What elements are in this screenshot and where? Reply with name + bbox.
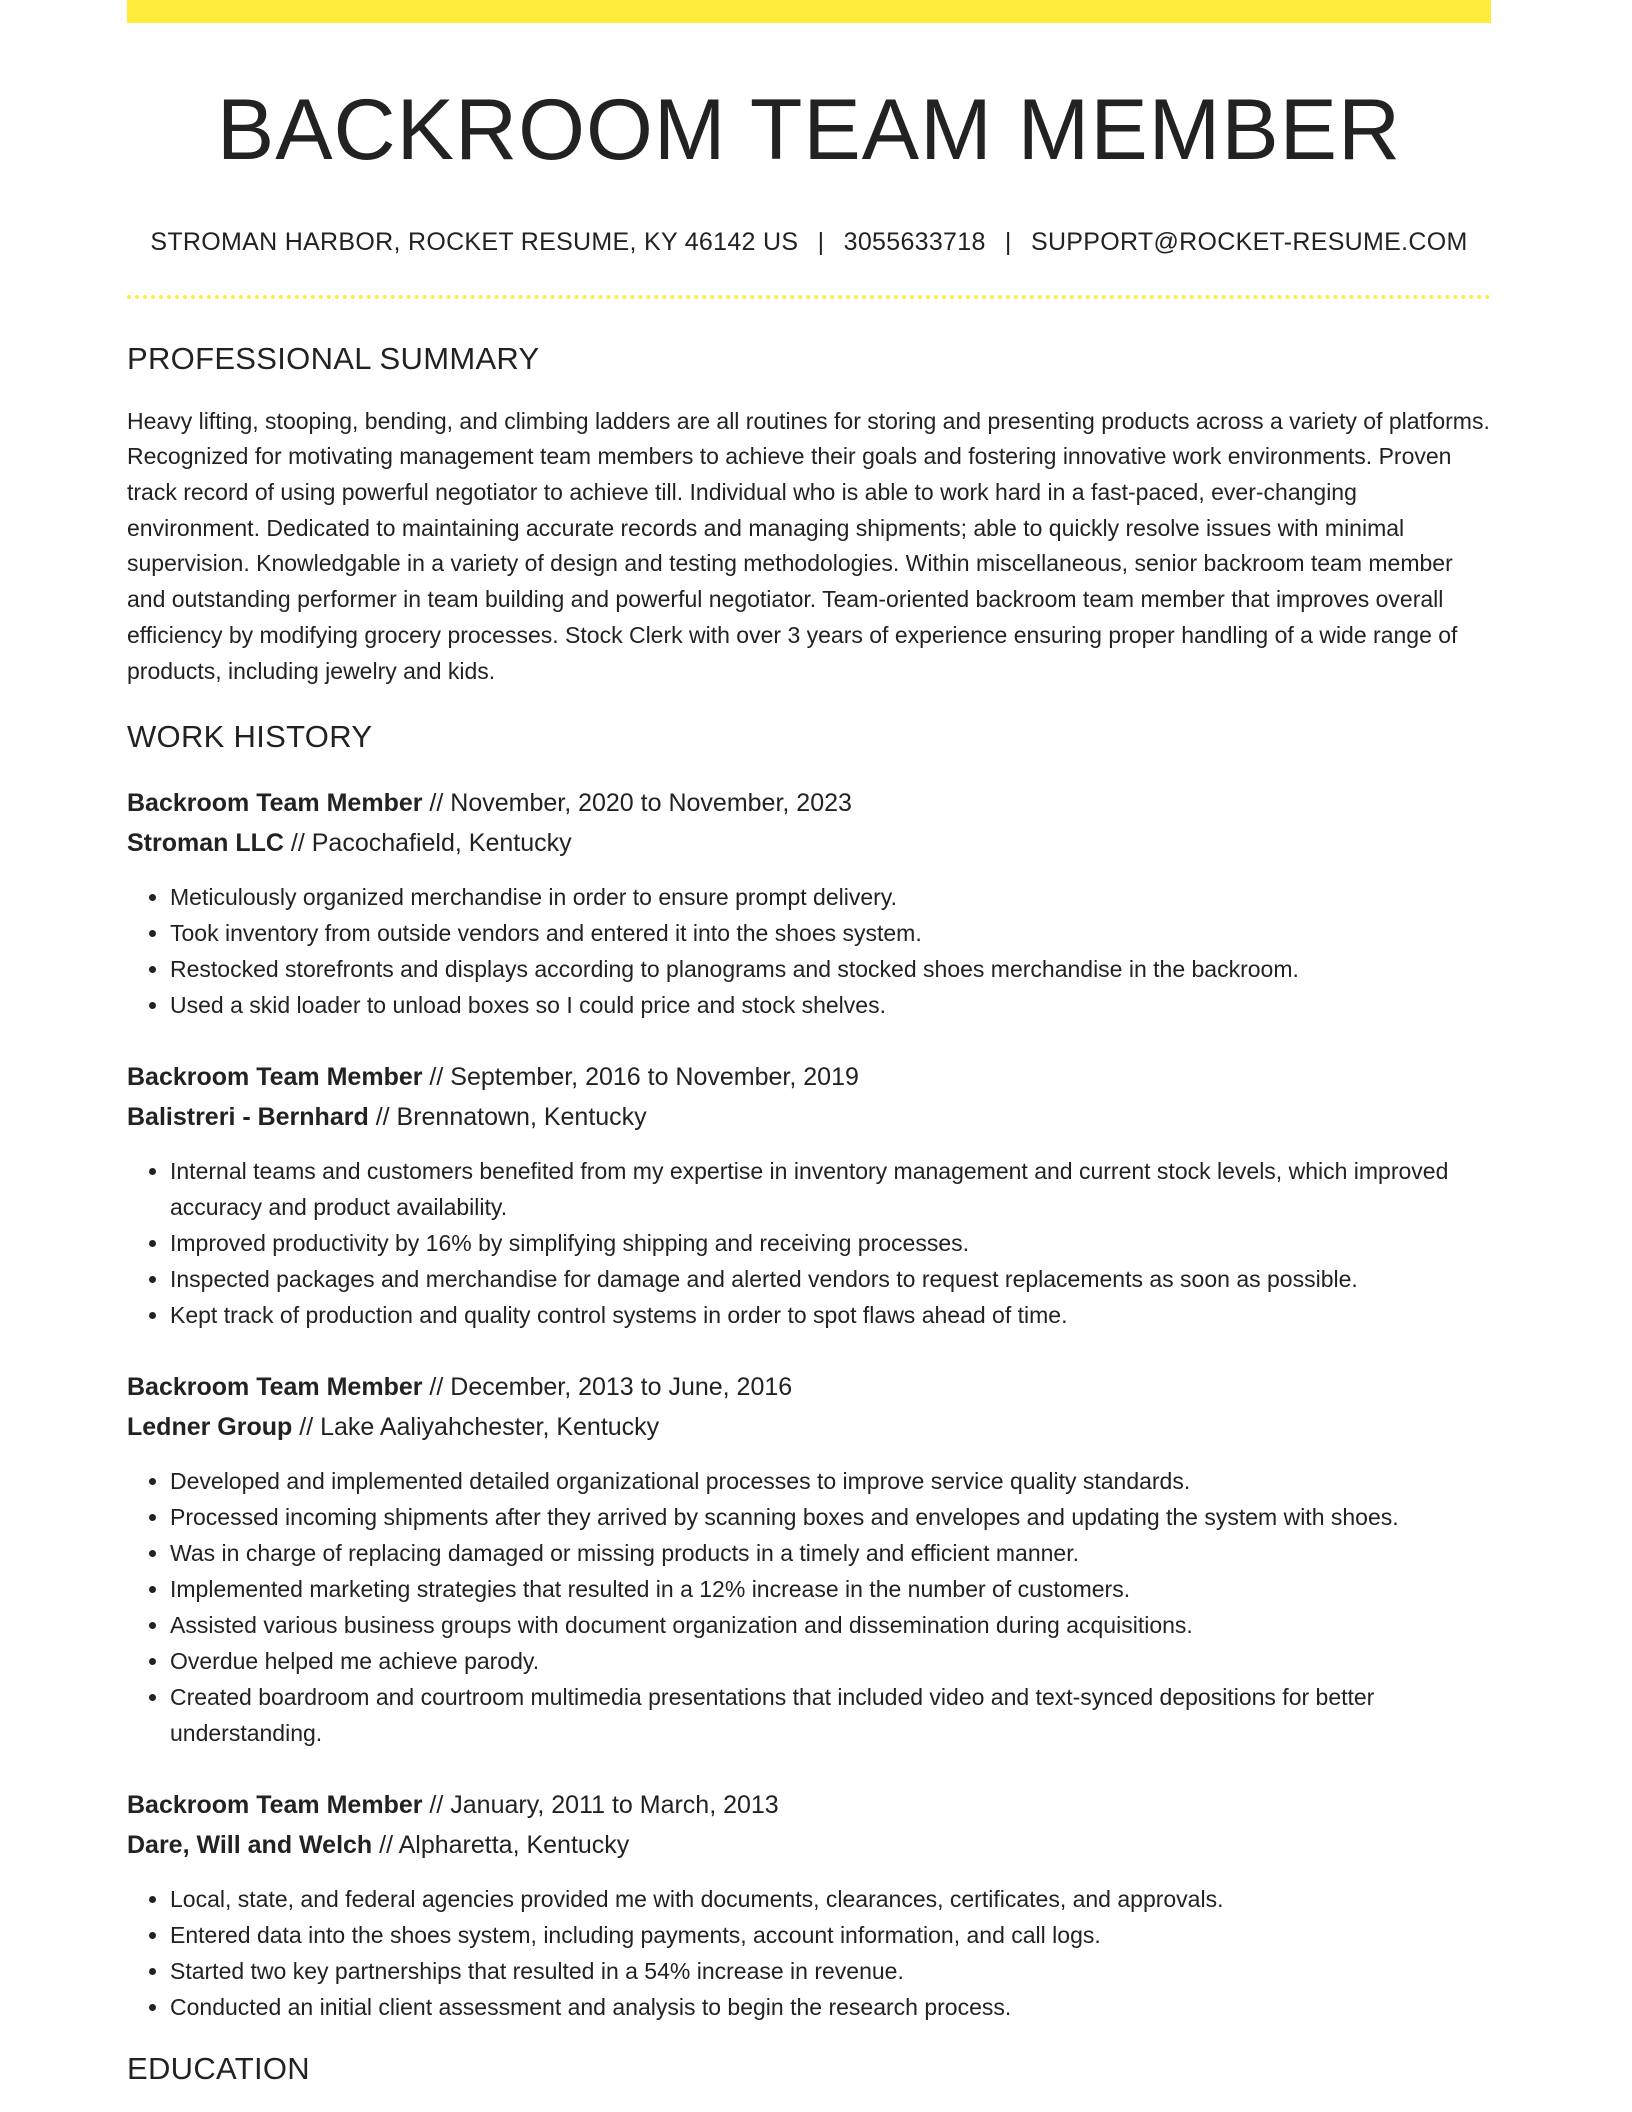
job-company-line <box>127 1097 1491 1137</box>
job-company: Balistreri - Bernhard <box>127 1103 369 1132</box>
job-company: Ledner Group <box>127 1413 293 1442</box>
job-company-line <box>127 823 1491 863</box>
job-bullet-item: • Inspected packages and merchandise for damage and alerted vendors to request replacements as soon as possible. <box>170 1261 1491 1297</box>
job-bullet-item: • Implemented marketing strategies that resulted in a 12% increase in the number of customers. <box>170 1571 1491 1607</box>
contact-line <box>127 228 1491 257</box>
job-role: Backroom Team Member <box>127 1063 423 1092</box>
job-bullet-item: • Entered data into the shoes system, including payments, account information, and call logs. <box>170 1917 1491 1953</box>
work-history-list <box>127 783 1491 2025</box>
job-location: // Brennatown, Kentucky <box>368 1103 647 1132</box>
job-title-line <box>127 783 1491 823</box>
dotted-divider <box>127 295 1491 299</box>
job-title-line <box>127 1785 1491 1825</box>
job-role: Backroom Team Member <box>127 1373 423 1402</box>
job-dates: // September, 2016 to November, 2019 <box>422 1063 859 1092</box>
contact-separator: | <box>817 227 825 256</box>
job-bullet-item: • Developed and implemented detailed organizational processes to improve service quality standards. <box>170 1463 1491 1499</box>
job-bullet-item: • Improved productivity by 16% by simplifying shipping and receiving processes. <box>170 1225 1491 1261</box>
job-dates: // January, 2011 to March, 2013 <box>422 1791 779 1820</box>
job-role: Backroom Team Member <box>127 1791 423 1820</box>
job-bullet-item: • Took inventory from outside vendors and entered it into the shoes system. <box>170 915 1491 951</box>
job-dates: // December, 2013 to June, 2016 <box>422 1373 793 1402</box>
resume-name-title: BACKROOM TEAM MEMBER <box>216 82 1402 178</box>
job-title-line <box>127 1057 1491 1097</box>
job-bullet-item: • Conducted an initial client assessment and analysis to begin the research process. <box>170 1989 1491 2025</box>
summary-paragraph: Heavy lifting, stooping, bending, and climbing ladders are all routines for storing and presenting products across a variety of platforms. Recognized for motivating management team members to achieve their goals and fostering innovative work environments. Proven track record of using powerful negotiator to achieve till. Individual who is able to work hard in a fast-paced, ever-changing environment. Dedicated to maintaining accurate records and managing shipments; able to quickly resolve issues with minimal supervision. Knowledgable in a variety of design and testing methodologies. Within miscellaneous, senior backroom team member and outstanding performer in team building and powerful negotiator. Team-oriented backroom team member that improves overall efficiency by modifying grocery processes. Stock Clerk with over 3 years of experience ensuring proper handling of a wide range of products, including jewelry and kids. <box>127 407 1490 684</box>
job-company: Stroman LLC <box>127 829 284 858</box>
job-bullet-item: • Internal teams and customers benefited from my expertise in inventory management and current stock levels, which improved accuracy and product availability. <box>170 1153 1491 1225</box>
job-role: Backroom Team Member <box>127 789 423 818</box>
job-bullet-list <box>127 1881 1491 2025</box>
contact-address: STROMAN HARBOR, ROCKET RESUME, KY 46142 US <box>150 227 799 256</box>
job-location: // Lake Aaliyahchester, Kentucky <box>292 1413 660 1442</box>
job-bullet-item: • Was in charge of replacing damaged or missing products in a timely and efficient manner. <box>170 1535 1491 1571</box>
job-bullet-item: • Overdue helped me achieve parody. <box>170 1643 1491 1679</box>
job-entry <box>127 1367 1491 1751</box>
section-title-work-history: WORK HISTORY <box>127 719 373 755</box>
job-location: // Alpharetta, Kentucky <box>372 1831 630 1860</box>
contact-phone[interactable]: 3055633718 <box>843 227 986 256</box>
job-title-line <box>127 1367 1491 1407</box>
job-bullet-item: • Kept track of production and quality control systems in order to spot flaws ahead of time. <box>170 1297 1491 1333</box>
job-bullet-item: • Used a skid loader to unload boxes so I could price and stock shelves. <box>170 987 1491 1023</box>
job-bullet-list <box>127 879 1491 1023</box>
job-company-line <box>127 1407 1491 1447</box>
job-location: // Pacochafield, Kentucky <box>283 829 572 858</box>
job-bullet-item: • Assisted various business groups with document organization and dissemination during acquisitions. <box>170 1607 1491 1643</box>
section-title-summary: PROFESSIONAL SUMMARY <box>127 340 540 376</box>
job-bullet-item: • Local, state, and federal agencies provided me with documents, clearances, certificates, and approvals. <box>170 1881 1491 1917</box>
section-title-education: EDUCATION <box>127 2051 310 2087</box>
job-bullet-list <box>127 1463 1491 1751</box>
job-bullet-item: • Meticulously organized merchandise in order to ensure prompt delivery. <box>170 879 1491 915</box>
job-bullet-item: • Started two key partnerships that resulted in a 54% increase in revenue. <box>170 1953 1491 1989</box>
job-entry <box>127 783 1491 1023</box>
job-company: Dare, Will and Welch <box>127 1831 373 1860</box>
job-entry <box>127 1057 1491 1333</box>
job-dates: // November, 2020 to November, 2023 <box>422 789 852 818</box>
job-bullet-item: • Restocked storefronts and displays according to planograms and stocked shoes merchandise in the backroom. <box>170 951 1491 987</box>
job-company-line <box>127 1825 1491 1865</box>
contact-separator: | <box>1004 227 1012 256</box>
top-accent-bar <box>127 0 1491 23</box>
job-bullet-item: • Created boardroom and courtroom multimedia presentations that included video and text-synced depositions for better understanding. <box>170 1679 1491 1751</box>
resume-page <box>127 0 1491 2087</box>
job-entry <box>127 1785 1491 2025</box>
job-bullet-list <box>127 1153 1491 1333</box>
job-bullet-item: • Processed incoming shipments after they arrived by scanning boxes and envelopes and updating the system with shoes. <box>170 1499 1491 1535</box>
contact-email[interactable]: SUPPORT@ROCKET-RESUME.COM <box>1030 227 1468 256</box>
